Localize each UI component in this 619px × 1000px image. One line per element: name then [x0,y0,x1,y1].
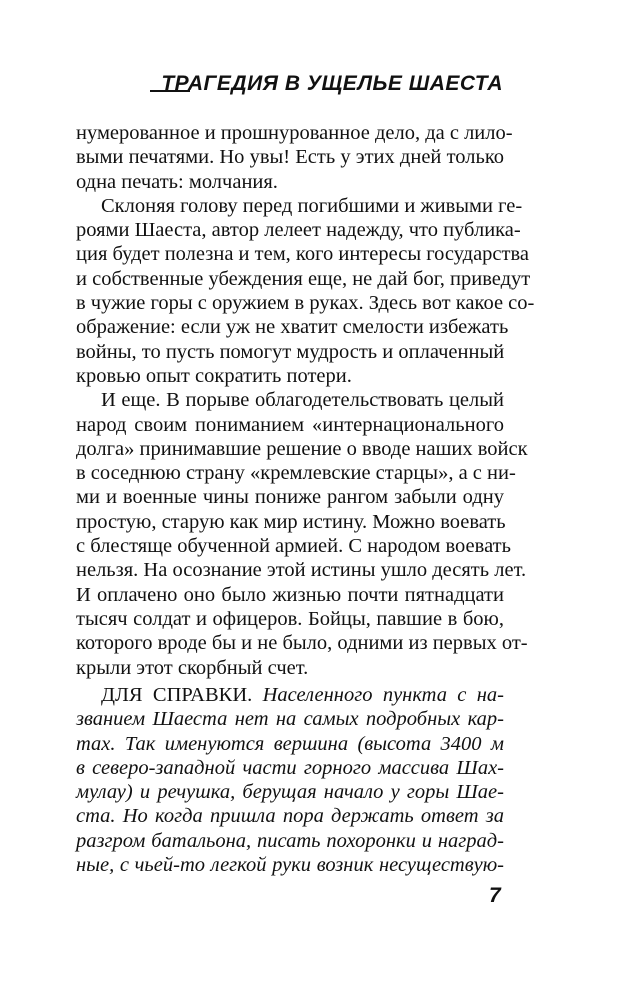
text-line: долга» принимавшие решение о вводе наших войск [76,437,528,460]
text-line: роями Шаеста, автор лелеет надежду, что публика- [76,219,521,242]
text-line: с блестяще обученной армией. С народом воевать [76,535,511,558]
note-line: в северо-западной части горного массива Шах- [76,756,504,779]
note-line: мулау) и речушка, берущая начало у горы Шае- [76,781,504,804]
text-line: И еще. В порыве облагодетельствовать целый [101,389,504,412]
text-line: ция будет полезна и тем, кого интересы государства [76,243,530,266]
note-line: разгром батальона, писать похоронки и наград- [76,829,504,852]
note-line: ные, с чьей-то легкой руки возник несуществую- [76,854,504,877]
paragraph-3 [76,388,528,680]
text-line: ми и военные чины пониже рангом забыли одну [76,486,504,509]
text-line: кровью опыт сократить потери. [76,364,352,387]
note-text: Населенного пункта с на- [262,684,504,706]
text-line: и собственные убеждения еще, не дай бог, приведут [76,267,531,290]
text-line: тысяч солдат и офицеров. Бойцы, павшие в бою, [76,607,504,630]
note-line: ста. Но когда пришла пора держать ответ за [76,805,504,828]
note-line: тах. Так именуются вершина (высота 3400 м [76,732,504,755]
text-line: нельзя. На осознание этой истины ушло десять лет. [76,559,527,582]
running-head: ТРАГЕДИЯ В УЩЕЛЬЕ ШАЕСТА [161,72,503,95]
note-line: званием Шаеста нет на самых подробных кар- [76,708,504,731]
text-line: одна печать: молчания. [76,170,278,193]
text-line: в соседнюю страну «кремлевские старцы», а с ни- [76,462,516,485]
paragraph-2 [76,194,535,388]
text-line: Склоняя голову перед погибшими и живыми ге- [101,194,523,217]
reference-note [76,683,504,877]
text-line: народ своим пониманием «интернационального [76,413,504,436]
paragraph-1 [76,121,513,194]
text-line: И оплачено оно было жизнью почти пятнадцати [76,583,504,606]
text-line: крыли этот скорбный счет. [76,656,309,679]
text-line: в чужие горы с оружием в руках. Здесь вот какое со- [76,292,535,315]
text-line: простую, старую как мир истину. Можно воевать [76,510,506,533]
text-line: войны, то пусть помогут мудрость и оплаченный [76,340,505,363]
note-first-line [76,683,504,707]
text-line: которого вроде бы и не было, одними из первых от- [76,632,528,655]
page-number: 7 [489,884,501,907]
text-line: ображение: если уж не хватит смелости избежать [76,316,509,339]
main-text [76,121,535,680]
note-label: ДЛЯ СПРАВКИ. [101,684,253,706]
text-line: нумерованное и прошнурованное дело, да с лило- [76,122,513,144]
text-line: выми печатями. Но увы! Есть у этих дней только [76,146,504,169]
